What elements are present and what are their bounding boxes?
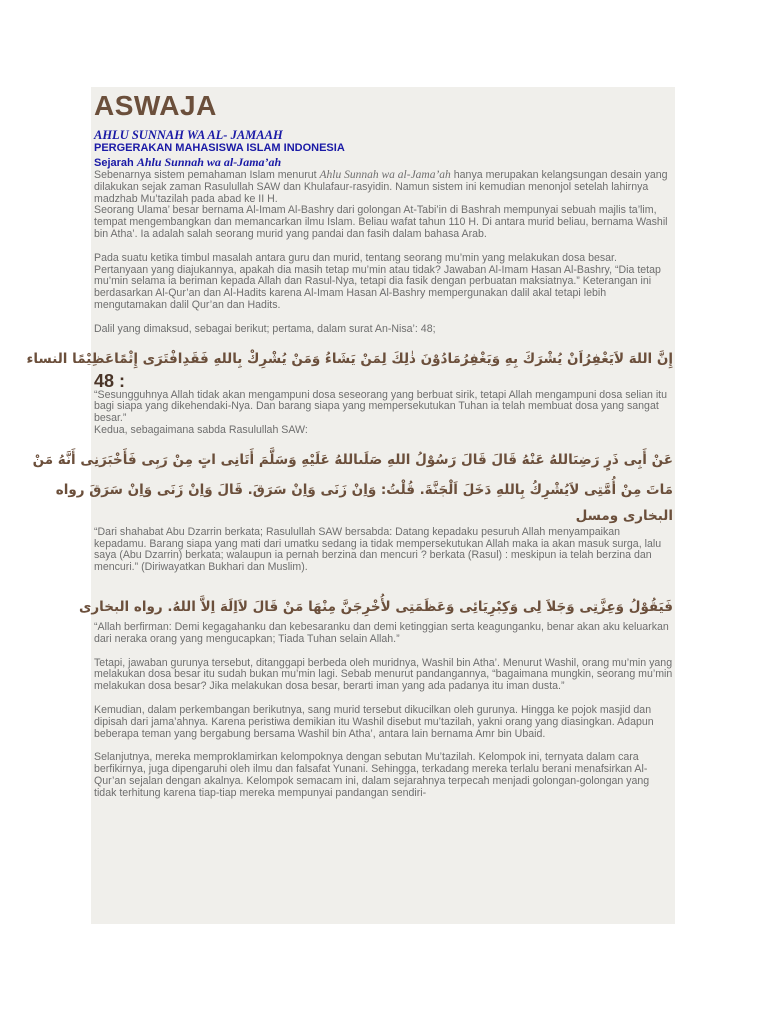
paragraph-10: Kemudian, dalam perkembangan berikutnya, sang murid tersebut dikucilkan oleh gurunya. Hingga ke pojok masjid dan dipisah dari jama’ahnya. Karena peristiwa demikian itu Washil disebut mu’tazilah, yakni orang yang diasingkan. Adapun beberapa teman yang bergabung bersama Washil bin Atha’, antara lain bernama Amr bin Ubaid. (94, 703, 654, 740)
arabic-hadith-line-3: البخارى ومسل (575, 507, 673, 524)
paragraph-7: “Dari shahabat Abu Dzarrin berkata; Rasulullah SAW bersabda: Datang kepadaku pesuruh Allah menyampaikan kepadamu. Barang siapa yang mati dari umatku sedang ia tidak mempersekutukan Allah maka ia akan masuk surga, lalu saya (Abu Dzarrin) berkata; walaupun ia pernah berzina dan mencuri ? berkata (Rasul) : meskipun ia telah berzina dan mencuri.” (Diriwayatkan Bukhari dan Muslim). (94, 525, 662, 574)
paragraph-8: “Allah berfirman: Demi kegagahanku dan kebesaranku dan demi ketinggian serta keagunganku, benar akan aku keluarkan dari neraka orang yang mengucapkan; Tiada Tuhan selain Allah.” (94, 620, 669, 645)
subtitle-pmii: PERGERAKAN MAHASISWA ISLAM INDONESIA (94, 142, 345, 154)
paragraph-1-text-b: hanya merupakan kelangsungan desain yang dilakukan sejak zaman Rasulullah SAW dan Khulafaur-rasyidin. Namun sistem ini kemudian menonjol setelah lahirnya madzhab Mu’tazilah pada abad ke II H. (94, 169, 668, 205)
ayah-reference: 48 : (94, 370, 126, 391)
paragraph-9: Tetapi, jawaban gurunya tersebut, ditanggapi berbeda oleh muridnya, Washil bin Atha’. Menurut Washil, orang mu’min yang melakukan dosa besar itu sudah bukan mu’min lagi. Sebab menurut pandangannya, “bagaimana mungkin, seorang mu’min melakukan dosa besar? Jika melakukan dosa besar, berarti iman yang ada padanya itu iman dusta.” (94, 656, 673, 693)
subtitle-ahlu-sunnah: AHLU SUNNAH WA AL- JAMAAH (94, 128, 283, 142)
section-heading (94, 155, 673, 170)
paragraph-1-text-a: Sebenarnya sistem pemahaman Islam menurut (94, 169, 317, 181)
paragraph-2: Seorang Ulama’ besar bernama Al-Imam Al-Bashry dari golongan At-Tabi’in di Bashrah mempunyai sebuah majlis ta’lim, tempat mengembangkan dan memancarkan ilmu Islam. Beliau wafat tahun 110 H. Di antara murid beliau, bernama Washil bin Atha’. Ia adalah salah seorang murid yang pandai dan fasih dalam bahasa Arab. (94, 204, 668, 240)
document-page (26, 87, 675, 924)
paragraph-6: Kedua, sebagaimana sabda Rasulullah SAW: (94, 423, 308, 436)
arabic-verse-an-nisa: إِنَّ اللهَ لاَيَغْفِرُاَنْ يُشْرَكَ بِهِ وَيَغْفِرُمَادُوْنَ ذٰلِكَ لِمَنْ يَشَاءُ وَمَنْ يُشْرِكْ بِاللهِ فَقَدِافْتَرَى إِثْمًاعَظِيْمًا النساء (26, 350, 673, 367)
paragraph-1 (94, 170, 673, 205)
arabic-hadith-line-2: مَاتَ مِنْ أُمَّتِى لاَيُشْرِكُ بِاللهِ دَخَلَ اَلْجَنَّةَ. قُلْتُ: وَاِنْ زَنَى وَاِنْ سَرَقَ. قَالَ وَاِنْ زَنَى وَاِنْ سَرَقَ رواه (55, 481, 673, 498)
section-heading-italic: Ahlu Sunnah wa al-Jama’ah (136, 155, 282, 169)
page-title: ASWAJA (94, 90, 217, 121)
arabic-hadith-2: فَيَقُوْلُ وَعِزَّتِى وَجَلاَ لِى وَكِبْرِيَائِى وَعَظَمَتِى لأُخْرِجَنَّ مِنْهَا مَنْ قَالَ لاَاِلَهَ اِلاَّ اللهُ. رواه البخارى (79, 598, 673, 615)
section-heading-prefix: Sejarah (94, 157, 134, 169)
arabic-hadith-line-1: عَنْ أَبِى ذَرٍ رَضِىَاللهُ عَنْهُ قَالَ قَالَ رَسُوْلُ اللهِ صَلَىاللهُ عَلَيْهِ وَسَلَّمَ أَتَانِى اتٍ مِنْ رَبِى فَأَخْبَرَنِى أَنَّهُ مَنْ (32, 451, 673, 468)
document-body (26, 87, 675, 800)
paragraph-11: Selanjutnya, mereka memproklamirkan kelompoknya dengan sebutan Mu’tazilah. Kelompok ini, ternyata dalam cara berfikirnya, juga dipengaruhi oleh ilmu dan falsafat Yunani. Sehingga, terkadang mereka terlalu berani menafsirkan Al-Qur’an sejalan dengan akalnya. Kelompok semacam ini, dalam sejarahnya terpecah menjadi golongan-golongan yang tidak terhitung karena tiap-tiap mereka mempunyai pandangan sendiri- (94, 751, 650, 799)
paragraph-1-italic: Ahlu Sunnah wa al-Jama’ah (319, 169, 451, 181)
paragraph-4: Dalil yang dimaksud, sebagai berikut; pertama, dalam surat An-Nisa’: 48; (94, 322, 436, 335)
paragraph-5: “Sesungguhnya Allah tidak akan mengampuni dosa seseorang yang berbuat sirik, tetapi Allah mengampuni dosa selian itu bagi siapa yang dikehendaki-Nya. Dan barang siapa yang mempersekutukan Tuhan ia telah membuat dosa yang sangat besar.” (94, 388, 668, 425)
paragraph-3: Pada suatu ketika timbul masalah antara guru dan murid, tentang seorang mu’min yang melakukan dosa besar. Pertanyaan yang diajukannya, apakah dia masih tetap mu’min atau tidak? Jawaban Al-Imam Hasan Al-Bashry, “Dia tetap mu’min selama ia beriman kepada Allah dan Rasul-Nya, tetapi dia fasik dengan perbuatan maksiatnya.” Keterangan ini berdasarkan Al-Qur’an dan Al-Hadits karena Al-Imam Hasan Al-Bashry mempergunakan dalil akal tetapi lebih mengutamakan dalil Qur’an dan Hadits. (94, 251, 661, 311)
